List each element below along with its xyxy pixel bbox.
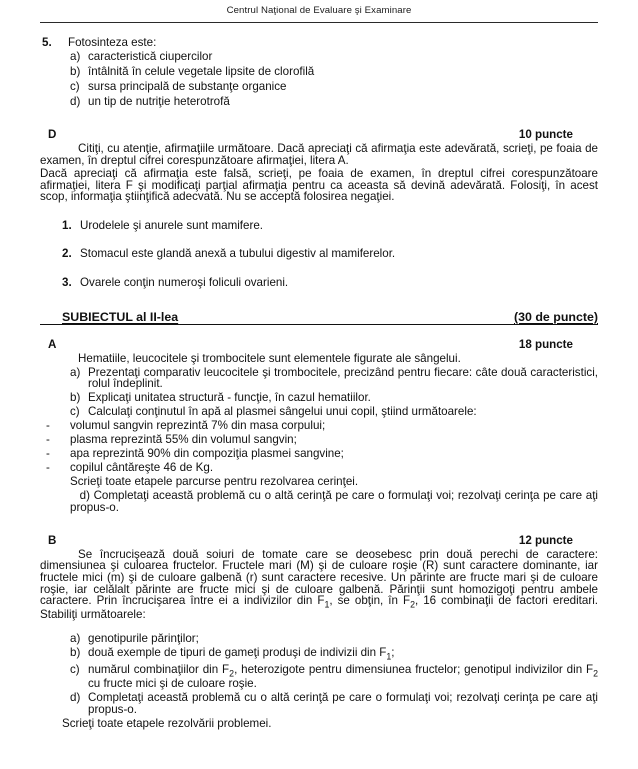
option-c-text: sursa principală de substanţe organice [88,79,287,93]
section-b-problem-part2: , se obţin, în F [329,594,411,608]
section-b-problem-part3: , 16 combinaţii de factori ereditari. Stabiliţi următoarele: [40,594,598,622]
section-b-item-b-text-pre: două exemple de tipuri de gameţi produşi de indivizii din F [88,646,387,660]
section-a-points: 18 puncte [518,338,573,352]
question-5 [40,37,598,108]
statement-3-text: Ovarele conţin numeroşi foliculi ovarieni. [80,276,289,290]
section-b-item-d [40,692,598,715]
data-point-4-text: copilul cântăreşte 46 de Kg. [70,461,214,475]
section-a-item-d [70,490,598,513]
statement-3 [40,277,598,289]
section-a-item-a-letter: a) [70,365,81,379]
section-b-item-d-text: Completaţi această problemă cu o altă cerinţă pe care o formulaţi voi; rezolvaţi cerinţa pe care aţi propus-o. [88,690,598,716]
section-a-item-a [40,367,598,390]
section-a-item-b-letter: b) [70,391,81,405]
section-b-item-b-letter: b) [70,646,81,660]
dash-marker: - [46,461,50,475]
statement-3-number: 3. [62,276,72,290]
section-b-problem [40,549,598,621]
section-b-item-b-text-post: ; [391,646,395,660]
section-d-paragraph-2: Dacă apreciaţi că afirmaţia este falsă, scrieţi, pe foaia de examen, în dreptul cifrei corespunzătoare afirmaţiei, litera F şi modificaţi parţial afirmaţia pentru ca aceasta să devină adevărată. Folosiţi, în acest scop, informaţia ştiinţifică adecvată. Nu se acceptă folosirea negaţiei. [40,167,598,204]
statement-1-number: 1. [62,218,72,232]
section-b-item-d-letter: d) [70,690,81,704]
section-a-letter: A [48,338,57,352]
question-5-number: 5. [42,35,52,49]
f1-subscript: 1 [324,599,330,610]
question-5-options [40,51,598,107]
section-b-item-c-text-pre: numărul combinaţiilor din F [88,662,230,676]
statement-2 [40,248,598,260]
section-b-closing: Scrieţi toate etapele rezolvării problemei. [62,716,272,730]
statement-1-text: Urodelele şi anurele sunt mamifere. [80,218,264,232]
institution-name: Centrul Naţional de Evaluare şi Examinare [226,5,412,16]
section-a-item-c-letter: c) [70,405,80,419]
section-a-intro: Hematiile, leucocitele şi trombocitele sunt elementele figurate ale sângelui. [78,351,461,365]
option-a-text: caracteristică ciupercilor [88,50,213,64]
section-b-letter: B [48,534,57,548]
section-a [40,339,598,513]
section-a-item-b-text: Explicaţi unitatea structură - funcţie, în cazul hematiilor. [88,391,371,405]
option-d [40,96,598,108]
f1-subscript: 1 [386,651,392,662]
option-b-text: întâlnită în celule vegetale lipsite de clorofilă [88,65,315,79]
option-c-letter: c) [70,79,80,93]
section-a-item-d-letter: d) [79,489,90,503]
section-a-item-a-text: Prezentaţi comparativ leucocitele şi trombocitele, precizând pentru fiecare: câte două caracteristici, rolul îndeplinit. [88,365,598,391]
statement-1 [40,220,598,232]
section-b-item-c-letter: c) [70,662,80,676]
data-point-2 [40,434,598,446]
section-a-item-c-text: Calculaţi conţinutul în apă al plasmei sângelui unui copil, ştiind următoarele: [88,405,477,419]
data-point-3 [40,448,598,460]
section-d [40,129,598,288]
f2-subscript: 2 [229,668,235,679]
section-b-item-a-text: genotipurile părinţilor; [88,632,199,646]
dash-marker: - [46,447,50,461]
section-b [40,535,598,729]
section-a-item-b [40,392,598,404]
option-c [40,81,598,93]
data-point-2-text: plasma reprezintă 55% din volumul sangvin; [70,433,297,447]
document-header [0,0,638,16]
option-a-letter: a) [70,50,81,64]
section-b-item-c-text-post: cu fructe mici şi de culoare roşie. [88,677,257,690]
f2-subscript: 2 [410,599,415,610]
section-b-item-a-letter: a) [70,632,81,646]
section-b-item-c-text-mid: , heterozigote pentru dimensiunea fructelor; genotipul indivizilor din F [234,662,594,676]
section-a-steps-note: Scrieţi toate etapele parcurse pentru rezolvarea cerinţei. [70,475,359,489]
option-b-letter: b) [70,65,81,79]
section-a-item-d-text: Completaţi această problemă cu o altă cerinţă pe care o formulaţi voi; rezolvaţi cerinţa pe care aţi propus-o. [70,489,598,514]
section-d-points: 10 puncte [518,128,573,142]
section-b-item-c-text [88,664,598,690]
subiect-2-header [40,311,598,325]
option-a [40,51,598,63]
section-a-header [40,339,598,351]
data-point-4 [40,462,598,474]
subiect-2-points: (30 de puncte) [514,309,598,324]
section-b-item-a [40,633,598,645]
dash-marker: - [46,433,50,447]
section-d-paragraph-1: Citiţi, cu atenţie, afirmaţiile următoare. Dacă apreciaţi că afirmaţia este adevărată, scrieţi, pe foaia de examen, în dreptul cifrei corespunzătoare afirmaţiei, litera A. [40,141,598,167]
data-point-1-text: volumul sangvin reprezintă 7% din masa corpului; [70,419,326,433]
statement-2-text: Stomacul este glandă anexă a tubului digestiv al mamiferelor. [80,247,396,261]
option-d-letter: d) [70,94,81,108]
section-a-item-c [40,406,598,418]
option-b [40,66,598,78]
section-d-header [40,129,598,141]
section-b-item-b-text [88,647,598,661]
option-d-text: un tip de nutriţie heterotrofă [88,94,230,108]
section-b-problem-part1: Se încrucişează două soiuri de tomate care se deosebesc prin două perechi de caractere: dimensiunea şi culoarea fructelor. Fructele mari (M) şi de culoare roşie (R) sunt caractere dominante, iar fructele mici (m) şi de culoare galbenă (r) sunt caractere recesive. Un părinte are fructe mari şi de culoare roşie, iar celălalt părinte are fructe mici şi de culoare galbenă. Părinţii sunt homozigoţi pentru ambele caractere. Prin încrucişarea între ei a indivizilor din F [40,547,598,608]
section-b-item-c [40,664,598,690]
section-b-points: 12 puncte [518,534,573,548]
statement-2-number: 2. [62,247,72,261]
question-5-stem-row [40,37,598,49]
section-b-header [40,535,598,547]
data-point-1 [40,420,598,432]
section-d-letter: D [48,128,57,142]
dash-marker: - [46,419,50,433]
subiect-2-title: SUBIECTUL al II-lea [62,309,179,324]
question-5-stem: Fotosinteza este: [68,35,157,49]
f2-subscript: 2 [593,668,599,679]
data-point-3-text: apa reprezintă 90% din compoziţia plasmei sangvine; [70,447,344,461]
section-b-item-b [40,647,598,661]
document-body [0,23,638,730]
